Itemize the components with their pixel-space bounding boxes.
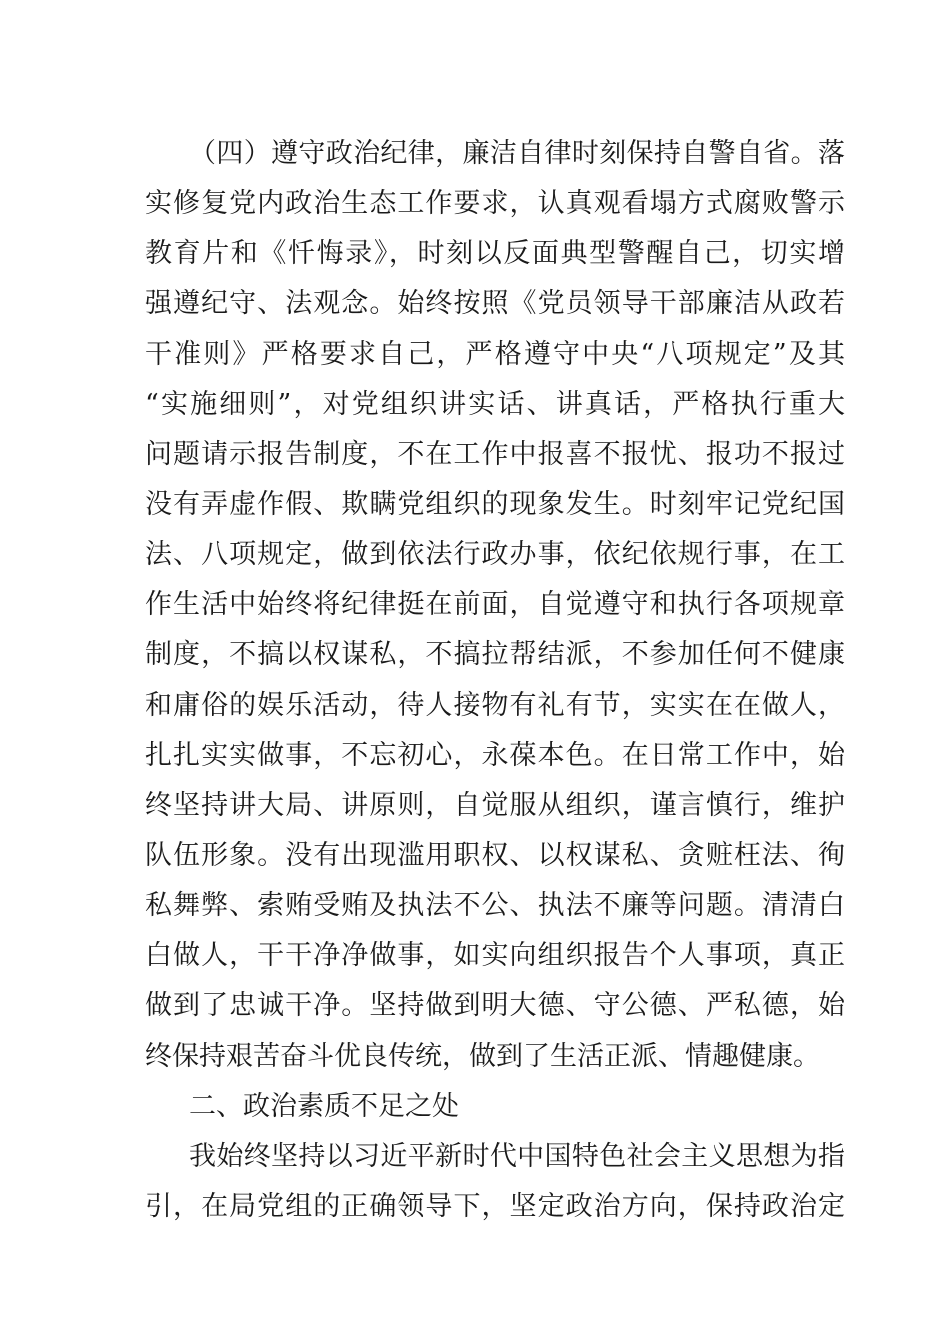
text-line: 没有弄虚作假、欺瞒党组织的现象发生。时刻牢记党纪国 [145,488,845,520]
text-line: 扎扎实实做事，不忘初心，永葆本色。在日常工作中，始 [145,739,845,771]
text-line: （四）遵守政治纪律，廉洁自律时刻保持自警自省。落 [189,138,845,169]
text-line: 白做人，干干净净做事，如实向组织报告个人事项，真正 [145,940,845,972]
text-line: 我始终坚持以习近平新时代中国特色社会主义思想为指 [189,1140,845,1172]
text-line: 教育片和《忏悔录》，时刻以反面典型警醒自己，切实增 [145,238,845,270]
text-line: 制度，不搞以权谋私，不搞拉帮结派，不参加任何不健康 [145,639,845,671]
text-line: 法、八项规定，做到依法行政办事，依纪依规行事，在工 [145,539,845,571]
text-line: 强遵纪守、法观念。始终按照《党员领导干部廉洁从政若 [145,288,845,320]
text-line: 问题请示报告制度，不在工作中报喜不报忧、报功不报过 [145,438,845,470]
section-heading: 二、政治素质不足之处 [189,1090,459,1122]
text-line: 和庸俗的娱乐活动，待人接物有礼有节，实实在在做人， [145,689,845,721]
text-line: 队伍形象。没有出现滥用职权、以权谋私、贪赃枉法、徇 [145,839,845,871]
text-line: 做到了忠诚干净。坚持做到明大德、守公德、严私德，始 [145,990,845,1022]
text-line: “实施细则”，对党组织讲实话、讲真话，严格执行重大 [145,388,845,420]
text-line: 作生活中始终将纪律挺在前面，自觉遵守和执行各项规章 [145,589,845,621]
text-line: 干准则》严格要求自己，严格遵守中央“八项规定”及其 [145,338,845,370]
text-line: 引，在局党组的正确领导下，坚定政治方向，保持政治定 [145,1190,845,1222]
text-line: 终保持艰苦奋斗优良传统，做到了生活正派、情趣健康。 [145,1040,820,1072]
body-text [145,129,845,1232]
text-line: 实修复党内政治生态工作要求，认真观看塌方式腐败警示 [145,188,845,220]
text-line: 私舞弊、索贿受贿及执法不公、执法不廉等问题。清清白 [145,890,845,922]
text-line: 终坚持讲大局、讲原则，自觉服从组织，谨言慎行，维护 [145,789,845,821]
